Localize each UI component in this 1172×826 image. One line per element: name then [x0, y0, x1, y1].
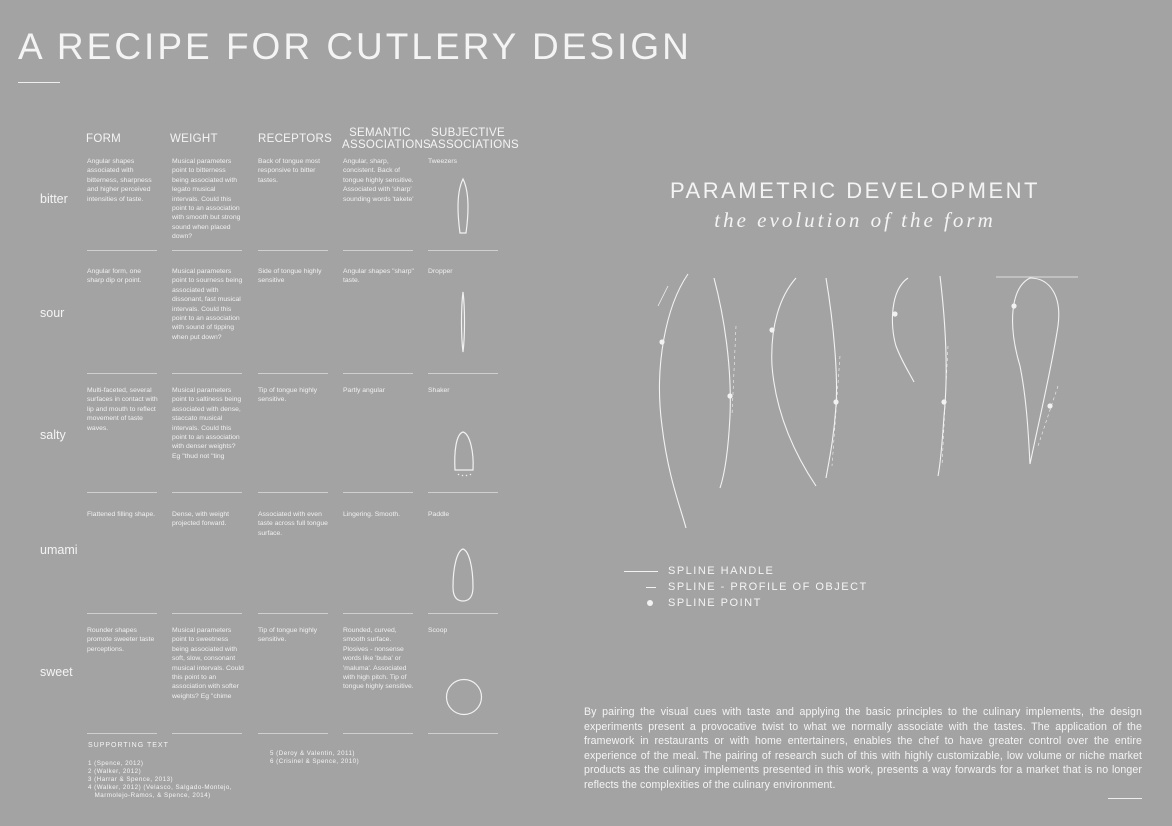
shaker-sketch-icon	[453, 430, 477, 484]
supporting-heading: SUPPORTING TEXT	[88, 742, 169, 749]
spline-point	[1047, 403, 1052, 408]
column-header-semantic: SEMANTIC ASSOCIATIONS	[342, 127, 432, 151]
spline-profile-4	[1013, 278, 1059, 464]
row-divider	[258, 613, 328, 614]
spline-point	[833, 399, 838, 404]
spline-point	[1011, 303, 1016, 308]
paddle-sketch-icon	[451, 547, 477, 609]
taste-label-bitter: bitter	[40, 192, 68, 206]
row-divider	[172, 733, 242, 734]
cell-semantic: Partly angular	[343, 387, 385, 394]
legend-item-handle	[624, 565, 774, 577]
tweezers-sketch-icon	[455, 177, 473, 241]
reference-line: 2 (Walker, 2012)	[88, 768, 142, 775]
cell-form: Flattened filling shape.	[87, 511, 156, 518]
legend-label: SPLINE POINT	[668, 597, 762, 609]
spline-profile-2a	[772, 278, 816, 486]
scoop-sketch-icon	[445, 678, 485, 720]
spline-profile-1b	[714, 278, 730, 488]
cell-receptors: Tip of tongue highly sensitive.	[258, 387, 318, 404]
spline-handle-1	[658, 286, 668, 306]
legend-dot-icon	[647, 600, 653, 606]
cell-semantic: Lingering. Smooth.	[343, 511, 401, 518]
cell-weight: Musical parameters point to sweetness being associated with soft, slow, consonant musical intervals. Could this point to an association with softer weights? Eg "chime	[172, 627, 244, 700]
cell-subjective-object: Tweezers	[428, 158, 458, 165]
legend-label: SPLINE - PROFILE OF OBJECT	[668, 581, 868, 593]
spline-point	[769, 327, 774, 332]
row-divider	[428, 492, 498, 493]
cell-semantic: Angular shapes "sharp" taste.	[343, 268, 414, 285]
legend-label: SPLINE HANDLE	[668, 565, 775, 577]
legend-long-line-icon	[624, 571, 658, 572]
row-divider	[343, 733, 413, 734]
row-divider	[428, 373, 498, 374]
spline-profile-2b	[826, 278, 837, 478]
legend-item-point	[624, 597, 762, 609]
cell-subjective-object: Paddle	[428, 511, 450, 518]
supporting-refs-left	[88, 760, 232, 800]
row-divider	[343, 250, 413, 251]
cell-subjective-object: Shaker	[428, 387, 450, 394]
spline-point	[659, 339, 664, 344]
end-rule	[1108, 798, 1142, 799]
row-divider	[428, 613, 498, 614]
legend-short-line-icon	[646, 587, 656, 588]
cell-weight: Musical parameters point to sourness being associated with dissonant, fast musical intervals. Could this point to an association with sound of tipping when put down?	[172, 268, 243, 341]
title-underline	[18, 82, 60, 83]
row-divider	[172, 373, 242, 374]
row-divider	[87, 250, 157, 251]
row-divider	[343, 492, 413, 493]
legend-item-profile	[624, 581, 868, 593]
spline-point	[892, 311, 897, 316]
supporting-refs-right	[270, 750, 359, 766]
spline-handle-4	[1038, 386, 1058, 446]
row-divider	[172, 250, 242, 251]
cell-receptors: Side of tongue highly sensitive	[258, 268, 322, 285]
cell-receptors: Back of tongue most responsive to bitter tastes.	[258, 158, 320, 184]
reference-line: 5 (Deroy & Valentin, 2011)	[270, 750, 355, 757]
row-divider	[87, 373, 157, 374]
spline-profile-3b	[938, 276, 946, 476]
column-header-subjective: SUBJECTIVE ASSOCIATIONS	[430, 127, 520, 151]
row-divider	[87, 492, 157, 493]
reference-line: 1 (Spence, 2012)	[88, 760, 144, 767]
cell-receptors: Tip of tongue highly sensitive.	[258, 627, 318, 644]
cell-weight: Dense, with weight projected forward.	[172, 511, 230, 528]
cell-weight: Musical parameters point to saltiness being associated with dense, staccato musical intervals. Could this point to an association with denser weights? Eg "thud not "ting	[172, 387, 242, 460]
column-header-receptors: RECEPTORS	[258, 133, 333, 145]
column-header-form: FORM	[86, 133, 122, 145]
taste-label-umami: umami	[40, 543, 78, 557]
row-divider	[258, 373, 328, 374]
row-divider	[428, 250, 498, 251]
cell-subjective-object: Dropper	[428, 268, 453, 275]
spline-handle-3	[942, 346, 948, 466]
cell-subjective-object: Scoop	[428, 627, 448, 634]
description-paragraph: By pairing the visual cues with taste and applying the basic principles to the culinary implements, the design experiments present a provocative twist to what we normally associate with the tastes. The application of the framework in restaurants or with home entertainers, enables the chef to have greater control over the entire experience of the meal. The pairing of research such of this with highly customizable, low volume or niche market products as the culinary implements presented in this work, presents a way forwards for a market that is no longer reflects the complexities of the culinary environment.	[584, 706, 1142, 791]
cell-semantic: Rounded, curved, smooth surface. Plosives - nonsense words like 'buba' or 'maluma'. Associated with high pitch. Tip of tongue highly sensitive.	[343, 627, 414, 691]
parametric-subtitle: the evolution of the form	[714, 208, 996, 232]
cell-form: Rounder shapes promote sweeter taste perceptions.	[87, 627, 155, 653]
taste-label-sour: sour	[40, 306, 65, 320]
cell-receptors: Associated with even taste across full tongue surface.	[258, 511, 328, 537]
row-divider	[172, 492, 242, 493]
taste-label-salty: salty	[40, 428, 66, 442]
cell-form: Multi-faceted, several surfaces in contact with lip and mouth to reflect movement of taste waves.	[87, 387, 158, 432]
row-divider	[172, 613, 242, 614]
cell-semantic: Angular, sharp, concistent. Back of tongue highly sensitive. Associated with 'sharp' sounding words 'takete'	[343, 158, 414, 203]
spline-point	[727, 393, 732, 398]
row-divider	[258, 733, 328, 734]
row-divider	[87, 613, 157, 614]
row-divider	[258, 250, 328, 251]
spline-handle-1b	[732, 326, 736, 416]
taste-label-sweet: sweet	[40, 665, 73, 679]
spline-profile-1a	[660, 274, 688, 528]
page-title: A RECIPE FOR CUTLERY DESIGN	[18, 26, 692, 67]
reference-line: 6 (Crisinel & Spence, 2010)	[270, 758, 360, 765]
row-divider	[258, 492, 328, 493]
reference-line: 4 (Walker, 2012) (Velasco, Salgado-Montejo,	[88, 784, 233, 791]
cell-form: Angular form, one sharp dip or point.	[87, 268, 142, 285]
reference-line: Marmolejo-Ramos, & Spence, 2014)	[88, 792, 211, 799]
row-divider	[343, 373, 413, 374]
row-divider	[343, 613, 413, 614]
spline-profile-3a	[892, 278, 914, 382]
column-header-weight: WEIGHT	[170, 133, 218, 145]
spline-point	[941, 399, 946, 404]
spline-evolution-drawing	[640, 266, 1090, 536]
row-divider	[428, 733, 498, 734]
cell-weight: Musical parameters point to bitterness being associated with legato musical intervals. Could this point to an association with smooth but strong sound when placed down?	[172, 158, 241, 241]
reference-line: 3 (Harrar & Spence, 2013)	[88, 776, 174, 783]
parametric-title: PARAMETRIC DEVELOPMENT	[670, 178, 1040, 203]
cell-form: Angular shapes associated with bitterness, sharpness and higher perceived intensities of taste.	[87, 158, 152, 203]
dropper-sketch-icon	[458, 290, 470, 360]
row-divider	[87, 733, 157, 734]
